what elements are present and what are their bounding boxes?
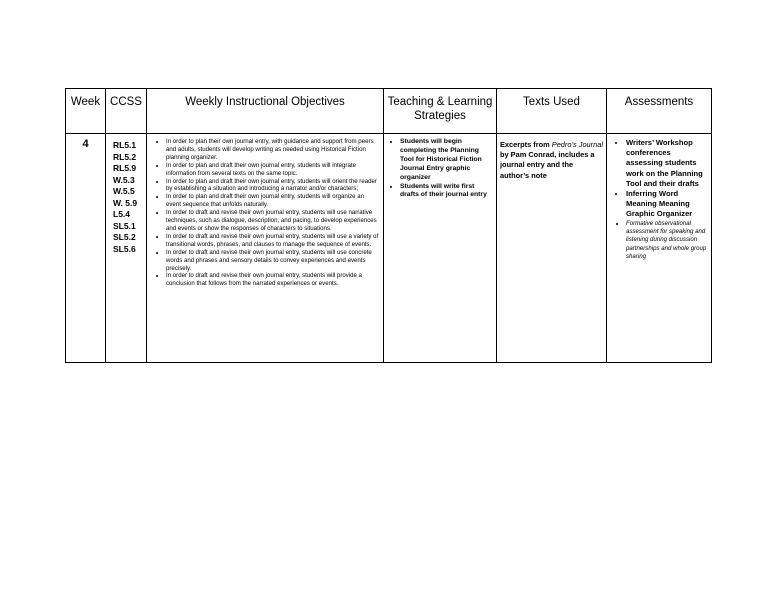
objective-item: • In order to draft and revise their own journal entry, students will use a variety of transitional words, phrases, and clauses to manage the sequence of events. <box>166 233 380 249</box>
header-strategies: Teaching & Learning Strategies <box>384 89 497 134</box>
header-texts: Texts Used <box>497 89 607 134</box>
strategy-item: • Students will begin completing the Planning Tool for Historical Fiction Journal Entry graphic organizer <box>400 138 493 183</box>
texts-cell <box>497 134 607 363</box>
assessment-item: • Writers’ Workshop conferences assessing students work on the Planning Tool and their drafts <box>626 138 708 189</box>
assessment-item: • Inferring Word Meaning Meaning Graphic Organizer <box>626 189 708 220</box>
objectives-list <box>150 138 380 288</box>
ccss-cell <box>106 134 147 363</box>
ccss-standard: W.5.3 <box>113 174 135 185</box>
week-cell: 4 <box>66 134 106 363</box>
objective-item: • In order to plan their own journal entry, with guidance and support from peers and adults, students will develop writing as needed using Historical Fiction planning organizer. <box>166 138 380 162</box>
ccss-standard: L5.4 <box>113 209 131 219</box>
texts-prefix: Excerpts from <box>500 140 552 149</box>
objective-item: • In order to draft and revise their own journal entry, students will provide a conclusion that follows from the narrated experiences or events. <box>166 272 380 288</box>
ccss-standard: RL5.1 <box>113 140 137 150</box>
objectives-cell <box>147 134 384 363</box>
strategies-cell <box>384 134 497 363</box>
header-ccss: CCSS <box>106 89 147 134</box>
strategies-list <box>387 138 493 200</box>
ccss-standard: SL5.1 <box>113 220 136 231</box>
texts-suffix: by Pam Conrad, includes a journal entry and the author’s note <box>500 150 595 180</box>
objective-item: • In order to plan and draft their own journal entry, students will integrate information from several texts on the same topic. <box>166 162 380 178</box>
ccss-list <box>109 138 143 255</box>
header-assessments: Assessments <box>607 89 712 134</box>
objective-item: • In order to plan and draft their own journal entry, students will organize an event sequence that unfolds naturally. <box>166 193 380 209</box>
lesson-plan-table <box>65 88 712 363</box>
ccss-standard: RL5.2 <box>113 151 137 162</box>
table-row <box>66 134 712 363</box>
header-week: Week <box>66 89 106 134</box>
header-objectives: Weekly Instructional Objectives <box>147 89 384 134</box>
ccss-standard: W. 5.9 <box>113 197 138 208</box>
ccss-standard: RL5.9 <box>113 163 137 173</box>
assessment-note: • Formative observational assessment for speaking and listening during discussion partnerships and whole group sharing <box>626 220 708 262</box>
ccss-standard: SL5.6 <box>113 243 136 254</box>
assessments-cell <box>607 134 712 363</box>
objective-item: • In order to draft and revise their own journal entry, students will use concrete words and phrases and sensory details to convey experiences and events precisely. <box>166 249 380 273</box>
ccss-standard: W.5.5 <box>113 186 135 196</box>
texts-used <box>500 138 603 181</box>
strategy-item: • Students will write first drafts of their journal entry <box>400 183 493 201</box>
objective-item: • In order to draft and revise their own journal entry, students will use narrative techniques, such as dialogue, description, and pacing, to develop experiences and events or show the responses of characters to situations. <box>166 209 380 233</box>
book-title: Pedro’s Journal <box>551 140 603 149</box>
objective-item: • In order to plan and draft their own journal entry, students will orient the reader by establishing a situation and introducing a narrator and/or characters; <box>166 178 380 194</box>
ccss-standard: SL5.2 <box>113 232 136 242</box>
header-row <box>66 89 712 134</box>
assessments-list <box>610 138 708 262</box>
